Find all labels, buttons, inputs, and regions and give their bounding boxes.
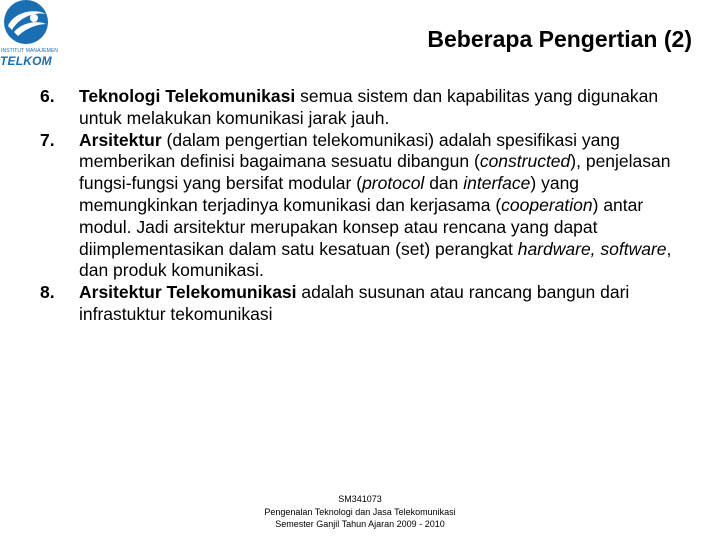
item-text: ) yang memungkinkan terjadinya komunikasi dan kerjasama (: [79, 173, 580, 215]
item-text: adalah susunan atau rancang bangun dari infrastuktur tekomunikasi: [79, 282, 630, 324]
slide-title: Beberapa Pengertian (2): [427, 26, 692, 52]
slide-footer: [0, 493, 720, 531]
item-text: semua sistem dan kapabilitas yang digunakan untuk melakukan komunikasi jarak jauh.: [79, 86, 659, 128]
item-number: 7.: [40, 129, 55, 150]
item-term: Arsitektur Telekomunikasi: [79, 282, 297, 303]
telkom-logo-icon: [0, 0, 54, 50]
logo-institute-text: INSTITUT MANAJEMEN: [1, 48, 58, 54]
list-item: [40, 282, 700, 326]
item-emphasis: protocol: [362, 173, 425, 194]
item-number: 8.: [40, 282, 55, 303]
item-text: , dan produk komunikasi.: [79, 238, 672, 281]
item-emphasis: constructed: [479, 151, 571, 172]
item-text: dan: [424, 173, 464, 194]
item-emphasis: cooperation: [501, 194, 593, 215]
definition-list: [40, 86, 700, 326]
item-number: 6.: [40, 86, 55, 106]
institution-logo: [0, 0, 60, 72]
footer-semester: Semester Ganjil Tahun Ajaran 2009 - 2010: [275, 519, 445, 529]
list-item: [40, 86, 700, 130]
item-emphasis: interface: [463, 173, 531, 194]
item-text: ), penjelasan fungsi-fungsi yang bersifat modular (: [79, 151, 671, 194]
item-term: Teknologi Telekomunikasi: [79, 86, 296, 106]
footer-course-code: SM341073: [338, 494, 382, 504]
footer-course-name: Pengenalan Teknologi dan Jasa Telekomunikasi: [264, 506, 456, 517]
list-item: [40, 130, 700, 283]
item-text: (dalam pengertian telekomunikasi) adalah spesifikasi yang memberikan definisi bagaimana sesuatu dibangun (: [79, 129, 620, 172]
item-emphasis: hardware, software: [517, 238, 667, 259]
item-text: ) antar modul. Jadi arsitektur merupakan konsep atau rencana yang dapat diimplementasikan dalam satu kesatuan (set) perangkat: [79, 194, 644, 259]
item-term: Arsitektur: [79, 129, 162, 150]
logo-brand-text: TELKOM: [0, 54, 52, 68]
